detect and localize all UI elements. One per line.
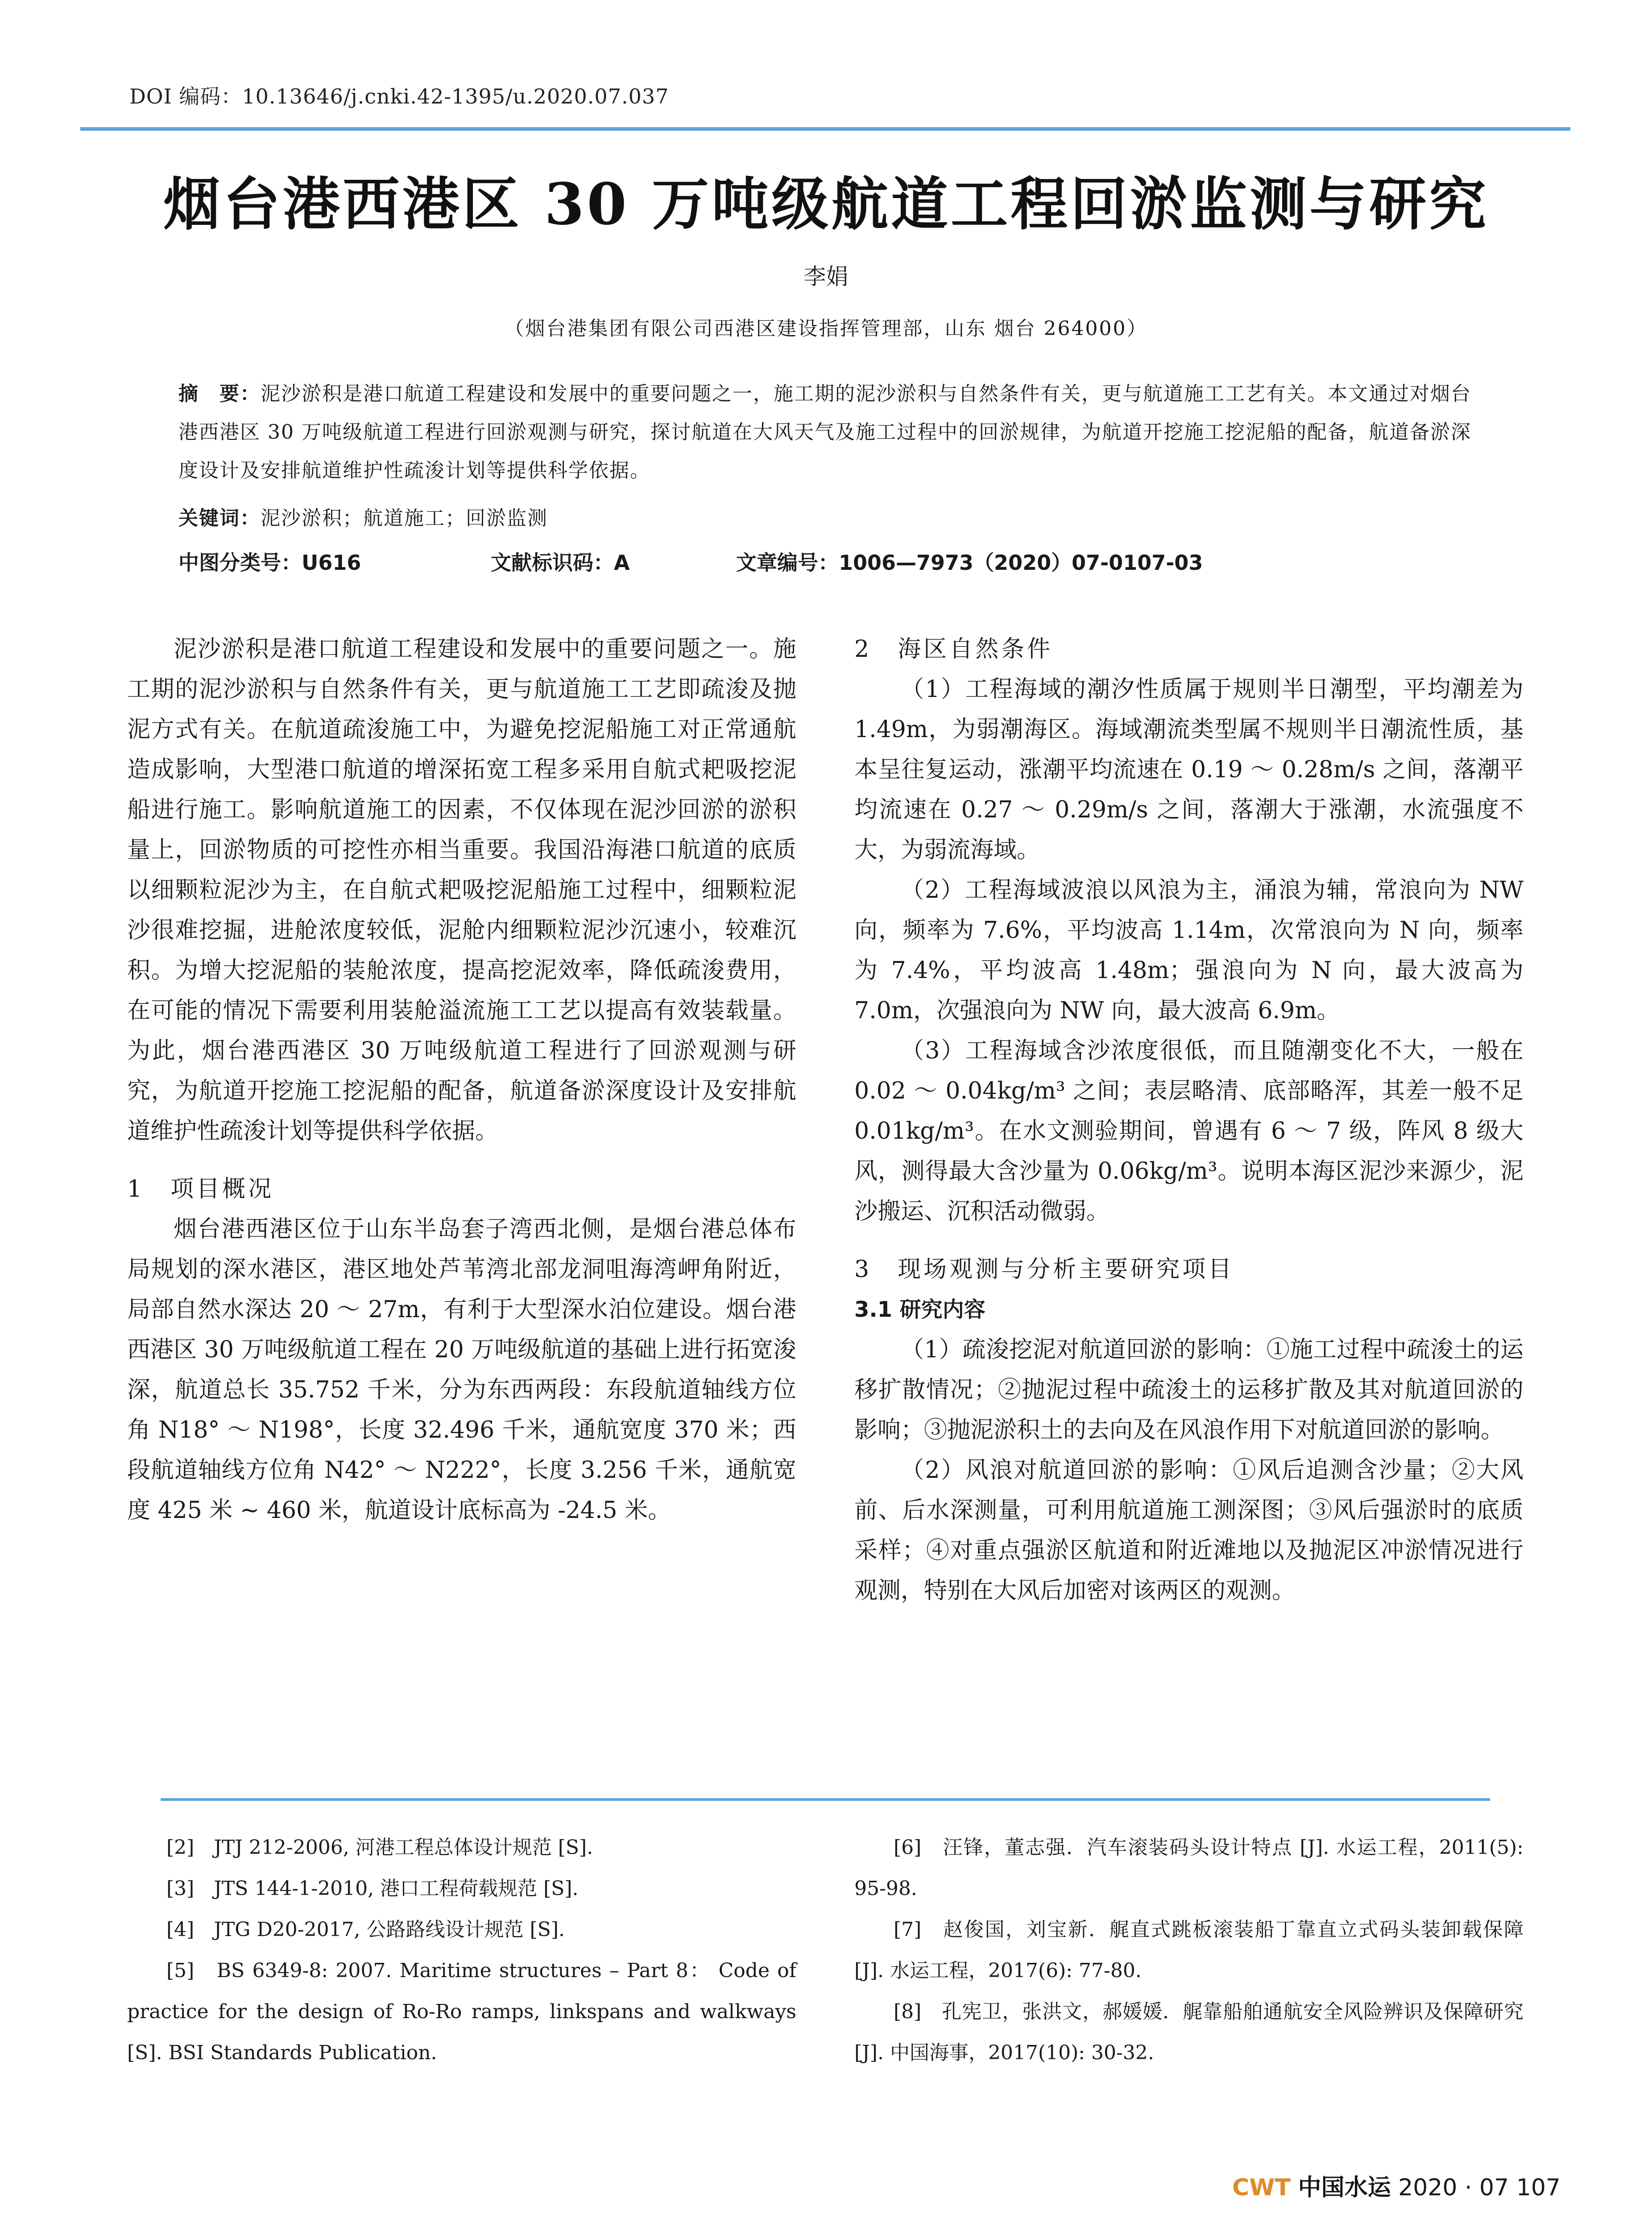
article-number: 文章编号：1006—7973（2020）07-0107-03 [736, 551, 1203, 575]
journal-brand: CWT [1232, 2174, 1291, 2201]
section-2-heading: 2 海区自然条件 [854, 636, 1053, 663]
clc-number: 中图分类号：U616 [178, 551, 361, 575]
section-3-1-paragraph-1: （1）疏浚挖泥对航道回淤的影响：①施工过程中疏浚土的运移扩散情况；②抛泥过程中疏浚土的运移扩散及其对航道回淤的影响；③抛泥淤积土的去向及在风浪作用下对航道回淤的影响。 [854, 1336, 1524, 1443]
reference-item: [7] 赵俊国，刘宝新．艉直式跳板滚装船丁靠直立式码头装卸载保障 [J]. 水运工程，2017(6): 77-80. [854, 1918, 1524, 1982]
section-3-1-heading: 3.1 研究内容 [854, 1297, 985, 1322]
abstract-text: 泥沙淤积是港口航道工程建设和发展中的重要问题之一，施工期的泥沙淤积与自然条件有关，更与航道施工工艺有关。本文通过对烟台港西港区 30 万吨级航道工程进行回淤观测与研究，探讨航道在大风天气及施工过程中的回淤规律，为航道开挖施工挖泥船的配备，航道备淤深度设计及安排航道维护性疏浚计划等提供科学依据。 [178, 382, 1471, 482]
section-1-heading: 1 项目概况 [127, 1176, 274, 1203]
intro-paragraph: 泥沙淤积是港口航道工程建设和发展中的重要问题之一。施工期的泥沙淤积与自然条件有关，更与航道施工工艺即疏浚及抛泥方式有关。在航道疏浚施工中，为避免挖泥船施工对正常通航造成影响，大型港口航道的增深拓宽工程多采用自航式耙吸挖泥船进行施工。影响航道施工的因素，不仅体现在泥沙回淤的淤积量上，回淤物质的可挖性亦相当重要。我国沿海港口航道的底质以细颗粒泥沙为主，在自航式耙吸挖泥船施工过程中，细颗粒泥沙很难挖掘，进舱浓度较低，泥舱内细颗粒泥沙沉速小，较难沉积。为增大挖泥船的装舱浓度，提高挖泥效率，降低疏浚费用，在可能的情况下需要利用装舱溢流施工工艺以提高有效装载量。为此，烟台港西港区 30 万吨级航道工程进行了回淤观测与研究，为航道开挖施工挖泥船的配备，航道备淤深度设计及安排航道维护性疏浚计划等提供科学依据。 [127, 636, 796, 1145]
abstract-label: 摘 要： [178, 382, 261, 405]
section-1-paragraph: 烟台港西港区位于山东半岛套子湾西北侧，是烟台港总体布局规划的深水港区，港区地处芦苇湾北部龙洞咀海湾岬角附近，局部自然水深达 20 ～ 27m，有利于大型深水泊位建设。烟台港西港区 30 万吨级航道工程在 20 万吨级航道的基础上进行拓宽浚深，航道总长 35.752 千米，分为东西两段：东段航道轴线方位角 N18° ～ N198°，长度 32.496 千米，通航宽度 370 米；西段航道轴线方位角 N42° ～ N222°，长度 3.256 千米，通航宽度 425 米 ~ 460 米，航道设计底标高为 -24.5 米。 [127, 1216, 796, 1524]
reference-item: [5] BS 6349-8: 2007. Maritime structures – Part 8： Code of practice for the design of Ro-Ro ramps, linkspans and walkways [S]. BSI Standards Publication. [127, 1959, 796, 2064]
references-right [854, 1827, 1524, 2073]
section-3-heading: 3 现场观测与分析主要研究项目 [854, 1256, 1234, 1283]
reference-item: [8] 孔宪卫，张洪文，郝媛媛．艉靠船舶通航安全风险辨识及保障研究 [J]. 中国海事，2017(10): 30-32. [854, 2000, 1524, 2064]
author: 李娟 [803, 264, 849, 290]
section-2-paragraph-3: （3）工程海域含沙浓度很低，而且随潮变化不大，一般在 0.02 ～ 0.04kg/m³ 之间；表层略清、底部略浑，其差一般不足 0.01kg/m³。在水文测验期间，曾遇有 6 ～ 7 级，阵风 8 级大风，测得最大含沙量为 0.06kg/m³。说明本海区泥沙来源少，泥沙搬运、沉积活动微弱。 [854, 1037, 1524, 1225]
references-left [127, 1827, 796, 2073]
document-code: 文献标识码：A [491, 551, 630, 575]
references-rule [161, 1798, 1490, 1801]
left-column [127, 629, 796, 1530]
section-2-paragraph-1: （1）工程海域的潮汐性质属于规则半日潮型，平均潮差为 1.49m，为弱潮海区。海域潮流类型属不规则半日潮流性质，基本呈往复运动，涨潮平均流速在 0.19 ～ 0.28m/s 之间，落潮平均流速在 0.27 ～ 0.29m/s 之间，落潮大于涨潮，水流强度不大，为弱流海域。 [854, 676, 1524, 863]
reference-item: [2] JTJ 212-2006, 河港工程总体设计规范 [S]. [166, 1836, 593, 1859]
reference-item: [3] JTS 144-1-2010, 港口工程荷载规范 [S]. [166, 1877, 579, 1900]
reference-item: [6] 汪锋，董志强．汽车滚装码头设计特点 [J]. 水运工程，2011(5): 95-98. [854, 1836, 1524, 1900]
keywords-text: 泥沙淤积；航道施工；回淤监测 [261, 507, 548, 530]
issue-number: 2020 · 07 [1398, 2174, 1509, 2201]
journal-name: 中国水运 [1298, 2174, 1391, 2201]
right-column [854, 629, 1524, 1611]
top-rule [80, 127, 1570, 131]
doi-line: DOI 编码：10.13646/j.cnki.42-1395/u.2020.07.037 [129, 84, 669, 108]
section-3-1-paragraph-2: （2）风浪对航道回淤的影响：①风后追测含沙量；②大风前、后水深测量，可利用航道施工测深图；③风后强淤时的底质采样；④对重点强淤区航道和附近滩地以及抛泥区冲淤情况进行观测，特别在大风后加密对该两区的观测。 [854, 1457, 1524, 1604]
page-number: 107 [1516, 2174, 1561, 2201]
article-title: 烟台港西港区 30 万吨级航道工程回淤监测与研究 [163, 171, 1489, 238]
section-2-paragraph-2: （2）工程海域波浪以风浪为主，涌浪为辅，常浪向为 NW 向，频率为 7.6%，平均波高 1.14m，次常浪向为 N 向，频率为 7.4%，平均波高 1.48m；强浪向为 N 向，最大波高为 7.0m，次强浪向为 NW 向，最大波高 6.9m。 [854, 877, 1524, 1024]
keywords-label: 关键词： [178, 507, 261, 530]
affiliation: （烟台港集团有限公司西港区建设指挥管理部，山东 烟台 264000） [504, 317, 1148, 340]
abstract [178, 375, 1481, 490]
keywords [178, 502, 1481, 531]
page-footer [1232, 2169, 1561, 2202]
reference-item: [4] JTG D20-2017, 公路路线设计规范 [S]. [166, 1918, 565, 1941]
